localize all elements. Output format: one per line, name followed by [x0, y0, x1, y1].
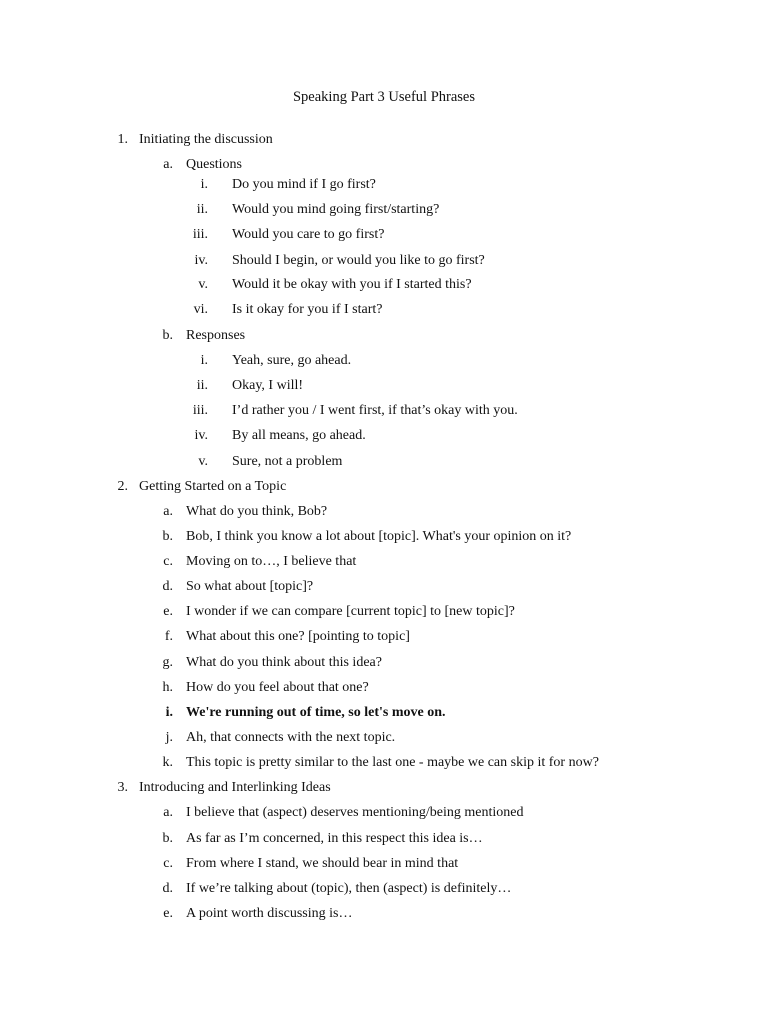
- list-marker: e.: [163, 604, 173, 619]
- list-item-text: I believe that (aspect) deserves mentioning/being mentioned: [186, 805, 524, 820]
- subsection-title: Questions: [186, 157, 242, 172]
- list-item-text: I’d rather you / I went first, if that’s okay with you.: [232, 403, 518, 418]
- list-item-text: Moving on to…, I believe that: [186, 554, 357, 569]
- list-marker: k.: [162, 755, 173, 770]
- list-marker: iii.: [192, 227, 208, 242]
- list-item-text: I wonder if we can compare [current topic] to [new topic]?: [186, 604, 515, 619]
- list-item-text: Yeah, sure, go ahead.: [232, 353, 352, 368]
- list-item-text: Is it okay for you if I start?: [232, 302, 383, 317]
- section-number: 3.: [117, 780, 128, 795]
- list-marker: d.: [162, 579, 173, 594]
- list-item-text: As far as I’m concerned, in this respect this idea is…: [186, 831, 483, 846]
- section-title: Getting Started on a Topic: [139, 479, 287, 494]
- section-title: Introducing and Interlinking Ideas: [139, 780, 331, 795]
- list-marker: v.: [198, 454, 208, 469]
- list-item-text: This topic is pretty similar to the last one - maybe we can skip it for now?: [186, 755, 599, 770]
- list-marker: a.: [163, 805, 173, 820]
- subsection-title: Responses: [186, 328, 246, 343]
- list-marker: ii.: [196, 202, 208, 217]
- list-marker: c.: [163, 856, 173, 871]
- list-marker: e.: [163, 906, 173, 921]
- list-item-text: What do you think, Bob?: [186, 504, 328, 519]
- list-marker: b.: [162, 529, 173, 544]
- list-item-text: Bob, I think you know a lot about [topic]. What's your opinion on it?: [186, 529, 572, 544]
- list-item-text: Do you mind if I go first?: [232, 177, 376, 192]
- list-marker: i.: [200, 353, 208, 368]
- list-item-text: What do you think about this idea?: [186, 655, 382, 670]
- document-title: Speaking Part 3 Useful Phrases: [292, 89, 476, 105]
- list-marker: b.: [162, 831, 173, 846]
- list-item-text: Okay, I will!: [232, 378, 304, 393]
- list-marker: ii.: [196, 378, 208, 393]
- list-item-text: Should I begin, or would you like to go first?: [232, 253, 485, 268]
- list-item-text: So what about [topic]?: [186, 579, 314, 594]
- list-item-text: How do you feel about that one?: [186, 680, 369, 695]
- list-item-text: A point worth discussing is…: [186, 906, 353, 921]
- list-marker: v.: [198, 277, 208, 292]
- list-marker: f.: [164, 629, 173, 644]
- subsection-letter: a.: [163, 157, 173, 172]
- list-marker: d.: [162, 881, 173, 896]
- list-item-text: Ah, that connects with the next topic.: [186, 730, 396, 745]
- list-marker: c.: [163, 554, 173, 569]
- list-marker: iii.: [192, 403, 208, 418]
- list-marker: i.: [165, 705, 173, 720]
- list-marker: j.: [165, 730, 173, 745]
- list-item-text: Would it be okay with you if I started this?: [232, 277, 472, 292]
- list-item-text: We're running out of time, so let's move on.: [186, 705, 446, 720]
- list-item-text: From where I stand, we should bear in mind that: [186, 856, 459, 871]
- list-item-text: If we’re talking about (topic), then (aspect) is definitely…: [186, 881, 512, 896]
- list-item-text: What about this one? [pointing to topic]: [186, 629, 410, 644]
- section-number: 2.: [117, 479, 128, 494]
- section-number: 1.: [117, 132, 128, 147]
- list-marker: h.: [162, 680, 173, 695]
- list-marker: iv.: [194, 253, 208, 268]
- list-item-text: Would you mind going first/starting?: [232, 202, 440, 217]
- list-marker: i.: [200, 177, 208, 192]
- list-marker: a.: [163, 504, 173, 519]
- list-marker: vi.: [193, 302, 208, 317]
- list-item-text: Sure, not a problem: [232, 454, 343, 469]
- list-marker: iv.: [194, 428, 208, 443]
- section-title: Initiating the discussion: [139, 132, 273, 147]
- list-marker: g.: [162, 655, 173, 670]
- list-item-text: Would you care to go first?: [232, 227, 385, 242]
- subsection-letter: b.: [162, 328, 173, 343]
- list-item-text: By all means, go ahead.: [232, 428, 366, 443]
